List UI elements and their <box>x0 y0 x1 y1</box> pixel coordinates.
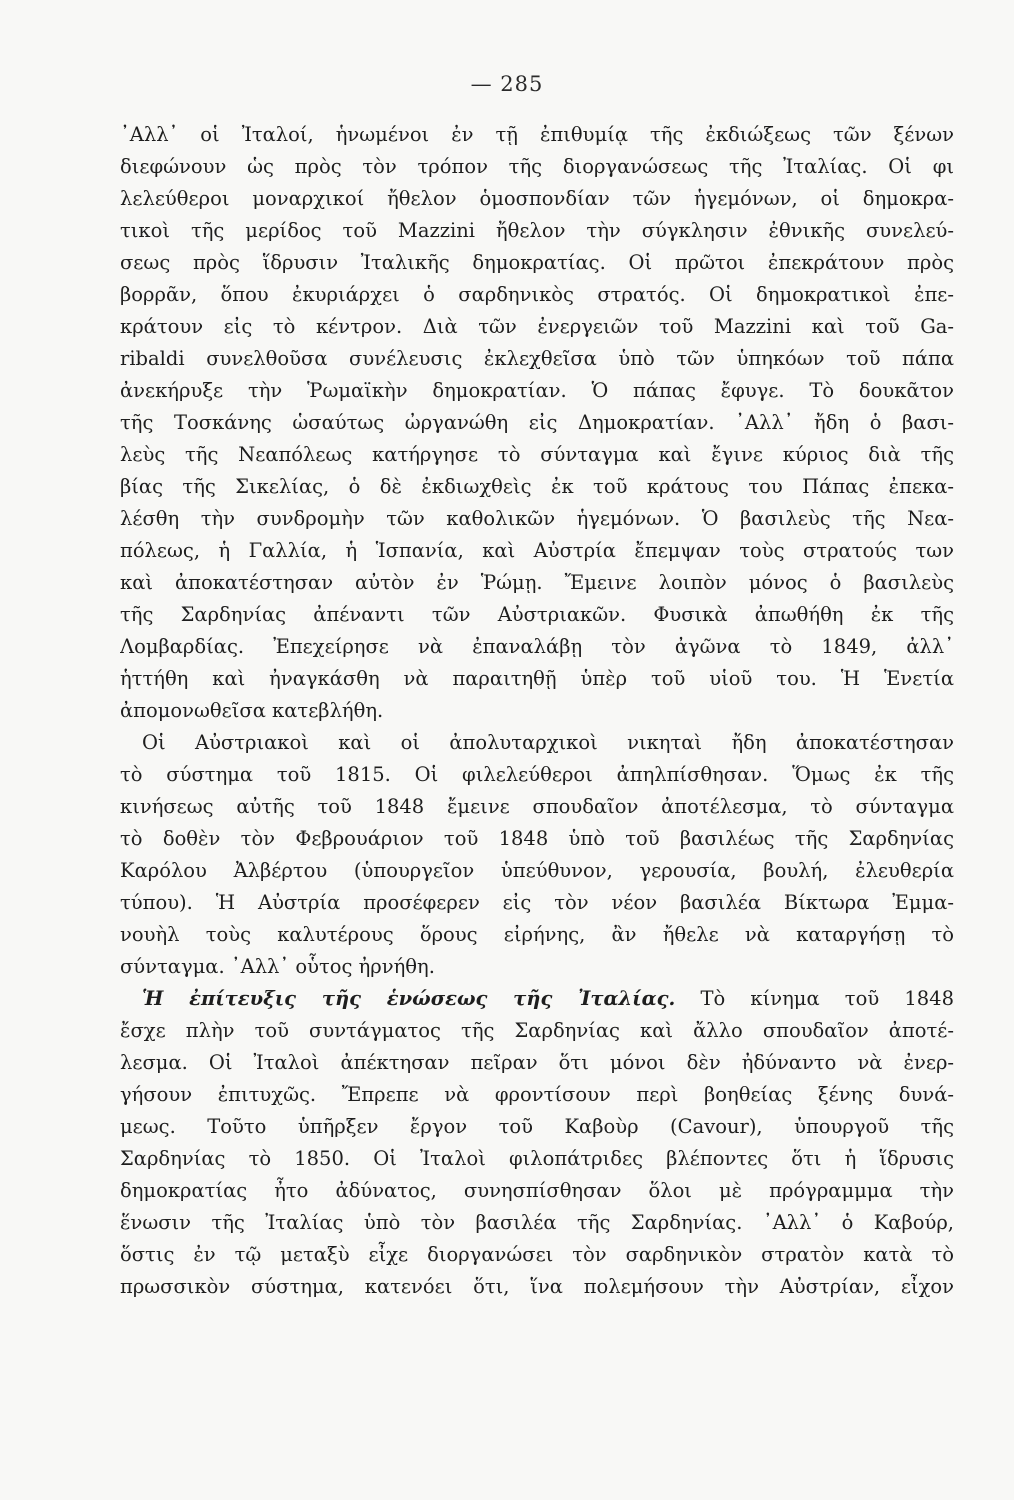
text-line: πόλεως, ἡ Γαλλία, ἡ Ἱσπανία, καὶ Αὐστρία ἔπεμψαν τοὺς στρατούς των <box>120 539 954 562</box>
text-line: ἡττήθη καὶ ἠναγκάσθη νὰ παραιτηθῇ ὑπὲρ τοῦ υἱοῦ του. Ἡ Ἑνετία <box>120 667 954 690</box>
text-line: καὶ ἀποκατέστησαν αὐτὸν ἐν Ῥώμῃ. Ἔμεινε λοιπὸν μόνος ὁ βασιλεὺς <box>120 571 954 594</box>
section-first-line <box>120 983 954 1015</box>
text-line: γήσουν ἐπιτυχῶς. Ἔπρεπε νὰ φροντίσουν περὶ βοηθείας ξένης δυνά- <box>120 1083 954 1106</box>
text-line: λεὺς τῆς Νεαπόλεως κατήργησε τὸ σύνταγμα καὶ ἔγινε κύριος διὰ τῆς <box>120 443 954 466</box>
text-line: σεως πρὸς ἵδρυσιν Ἰταλικῆς δημοκρατίας. Οἱ πρῶτοι ἐπεκράτουν πρὸς <box>120 251 954 274</box>
text-line: Σαρδηνίας τὸ 1850. Οἱ Ἰταλοὶ φιλοπάτριδες βλέποντες ὅτι ἡ ἵδρυσις <box>120 1147 954 1170</box>
text-line: ᾿Αλλ᾿ οἱ Ἰταλοί, ἡνωμένοι ἐν τῇ ἐπιθυμίᾳ τῆς ἐκδιώξεως τῶν ξένων <box>120 123 954 146</box>
text-line: νουὴλ τοὺς καλυτέρους ὅρους εἰρήνης, ἂν ἤθελε νὰ καταργήσῃ τὸ <box>120 923 954 946</box>
text-line: ἕνωσιν τῆς Ἰταλίας ὑπὸ τὸν βασιλέα τῆς Σαρδηνίας. ᾿Αλλ᾿ ὁ Καβούρ, <box>120 1211 954 1234</box>
text-line: Λομβαρδίας. Ἐπεχείρησε νὰ ἐπαναλάβῃ τὸν ἀγῶνα τὸ 1849, ἀλλ᾿ <box>120 635 954 658</box>
text-line: ἔσχε πλὴν τοῦ συντάγματος τῆς Σαρδηνίας καὶ ἄλλο σπουδαῖον ἀποτέ- <box>120 1019 954 1042</box>
text-line: Οἱ Αὐστριακοὶ καὶ οἱ ἀπολυταρχικοὶ νικηταὶ ἤδη ἀποκατέστησαν <box>142 731 954 754</box>
text-line: λεσμα. Οἱ Ἰταλοὶ ἀπέκτησαν πεῖραν ὅτι μόνοι δὲν ἠδύναντο νὰ ἐνερ- <box>120 1051 954 1074</box>
text-line: βορρᾶν, ὅπου ἐκυριάρχει ὁ σαρδηνικὸς στρατός. Οἱ δημοκρατικοὶ ἐπε- <box>120 283 954 306</box>
text-line: μεως. Τοῦτο ὑπῆρξεν ἔργον τοῦ Καβοὺρ (Cavour), ὑπουργοῦ τῆς <box>120 1115 954 1138</box>
text-line: Καρόλου Ἀλβέρτου (ὑπουργεῖον ὑπεύθυνον, γερουσία, βουλή, ἐλευθερία <box>120 859 954 882</box>
text-line: τῆς Τοσκάνης ὡσαύτως ὠργανώθη εἰς Δημοκρατίαν. ᾿Αλλ᾿ ἤδη ὁ βασι- <box>120 411 954 434</box>
text-line: δημοκρατίας ἦτο ἀδύνατος, συνησπίσθησαν ὅλοι μὲ πρόγραμμμα τὴν <box>120 1179 954 1202</box>
text-line: ribaldi συνελθοῦσα συνέλευσις ἐκλεχθεῖσα ὑπὸ τῶν ὑπηκόων τοῦ πάπα <box>120 347 954 370</box>
text-line: ὅστις ἐν τῷ μεταξὺ εἶχε διοργανώσει τὸν σαρδηνικὸν στρατὸν κατὰ τὸ <box>120 1243 954 1266</box>
section-first-line-text: Τὸ κίνημα τοῦ 1848 <box>700 987 954 1010</box>
text-line: λέσθη τὴν συνδρομὴν τῶν καθολικῶν ἡγεμόνων. Ὁ βασιλεὺς τῆς Νεα- <box>120 507 954 530</box>
page-number: — 285 <box>470 72 544 96</box>
text-line: σύνταγμα. ᾿Αλλ᾿ οὗτος ἠρνήθη. <box>120 955 435 978</box>
text-line: τῆς Σαρδηνίας ἀπέναντι τῶν Αὐστριακῶν. Φυσικὰ ἀπωθήθη ἐκ τῆς <box>120 603 954 626</box>
text-line: ἀπομονωθεῖσα κατεβλήθη. <box>120 699 384 722</box>
text-line: κράτουν εἰς τὸ κέντρον. Διὰ τῶν ἐνεργειῶν τοῦ Mazzini καὶ τοῦ Ga- <box>120 315 954 338</box>
text-line: διεφώνουν ὡς πρὸς τὸν τρόπον τῆς διοργανώσεως τῆς Ἰταλίας. Οἱ φι <box>120 155 954 178</box>
text-line: τικοὶ τῆς μερίδος τοῦ Mazzini ἤθελον τὴν σύγκλησιν ἐθνικῆς συνελεύ- <box>120 219 954 242</box>
text-line: πρωσσικὸν σύστημα, κατενόει ὅτι, ἵνα πολεμήσουν τὴν Αὐστρίαν, εἶχον <box>120 1275 954 1298</box>
text-line: βίας τῆς Σικελίας, ὁ δὲ ἐκδιωχθεὶς ἐκ τοῦ κράτους του Πάπας ἐπεκα- <box>120 475 954 498</box>
text-line: τύπου). Ἡ Αὐστρία προσέφερεν εἰς τὸν νέον βασιλέα Βίκτωρα Ἐμμα- <box>120 891 954 914</box>
body-text <box>120 119 954 1303</box>
text-line: κινήσεως αὐτῆς τοῦ 1848 ἔμεινε σπουδαῖον ἀποτέλεσμα, τὸ σύνταγμα <box>120 795 954 818</box>
text-line: ἀνεκήρυξε τὴν Ῥωμαϊκὴν δημοκρατίαν. Ὁ πάπας ἔφυγε. Τὸ δουκᾶτον <box>120 379 954 402</box>
text-line: λελεύθεροι μοναρχικοί ἤθελον ὁμοσπονδίαν τῶν ἡγεμόνων, οἱ δημοκρα- <box>120 187 954 210</box>
text-line: τὸ σύστημα τοῦ 1815. Οἱ φιλελεύθεροι ἀπηλπίσθησαν. Ὅμως ἐκ τῆς <box>120 763 954 786</box>
section-heading: Ἡ ἐπίτευξις τῆς ἑνώσεως τῆς Ἰταλίας. <box>142 987 676 1010</box>
text-line: τὸ δοθὲν τὸν Φεβρουάριον τοῦ 1848 ὑπὸ τοῦ βασιλέως τῆς Σαρδηνίας <box>120 827 954 850</box>
